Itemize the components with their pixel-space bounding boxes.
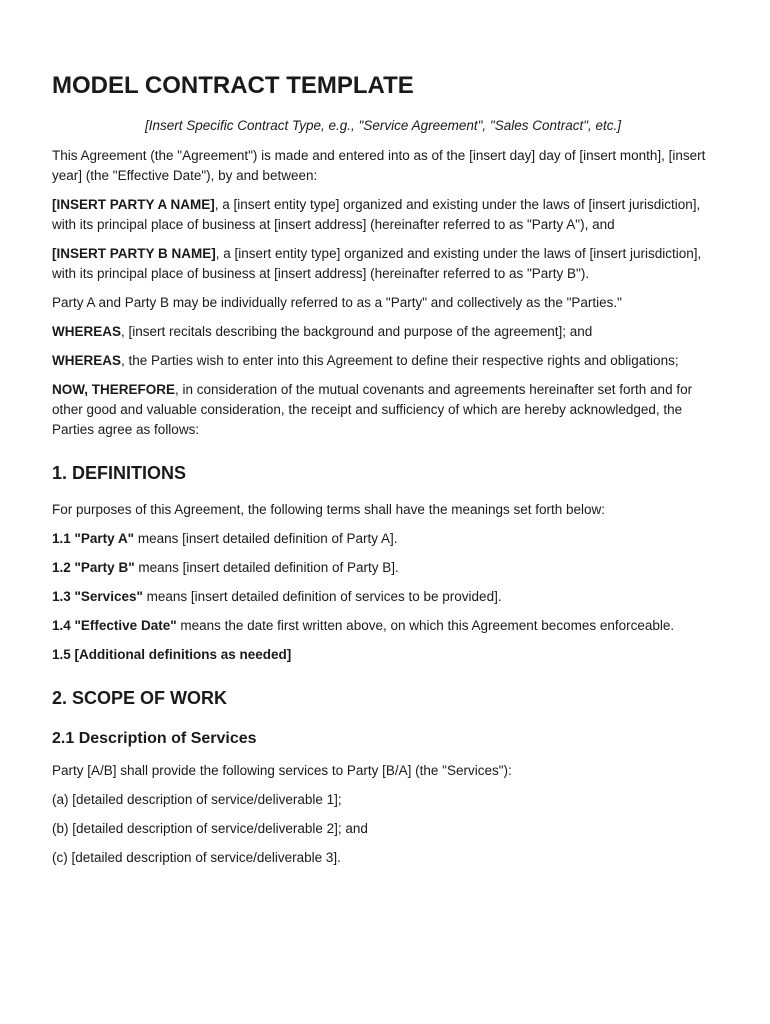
definition-term: 1.5 [Additional definitions as needed] bbox=[52, 647, 292, 662]
definition-text: means [insert detailed definition of services to be provided]. bbox=[142, 589, 502, 604]
party-a-text: , a [insert entity type] organized and existing under the laws of [insert jurisdiction], with its principal place of business at [insert address] (hereinafter referred to as "Party A"), and bbox=[52, 197, 701, 232]
definition-item bbox=[52, 529, 714, 549]
party-a-paragraph bbox=[52, 195, 714, 235]
party-b-text: , a [insert entity type] organized and existing under the laws of [insert jurisdiction], with its principal place of business at [insert address] (hereinafter referred to as "Party B"). bbox=[52, 246, 702, 281]
intro-paragraph: This Agreement (the "Agreement") is made and entered into as of the [insert day] day of [insert month], [insert year] (the "Effective Date"), by and between: bbox=[52, 148, 706, 183]
definition-term: 1.4 "Effective Date" bbox=[52, 618, 177, 633]
definitions-intro: For purposes of this Agreement, the following terms shall have the meanings set forth below: bbox=[52, 502, 606, 517]
document-title: MODEL CONTRACT TEMPLATE bbox=[52, 72, 414, 99]
scope-intro: Party [A/B] shall provide the following services to Party [B/A] (the "Services"): bbox=[52, 763, 512, 778]
whereas-2-paragraph bbox=[52, 351, 714, 371]
whereas-2-text: , the Parties wish to enter into this Agreement to define their respective rights and obligations; bbox=[121, 353, 679, 368]
now-therefore-lead: NOW, THEREFORE bbox=[52, 382, 176, 397]
whereas-2-lead: WHEREAS bbox=[52, 353, 122, 368]
scope-item: (a) [detailed description of service/deliverable 1]; bbox=[52, 792, 342, 807]
definitions-heading: 1. DEFINITIONS bbox=[52, 463, 187, 483]
definition-item bbox=[52, 587, 714, 607]
definition-item bbox=[52, 558, 714, 578]
scope-heading: 2. SCOPE OF WORK bbox=[52, 688, 228, 708]
party-a-name: [INSERT PARTY A NAME] bbox=[52, 197, 215, 212]
party-b-name: [INSERT PARTY B NAME] bbox=[52, 246, 216, 261]
definition-term: 1.1 "Party A" bbox=[52, 531, 135, 546]
definition-item bbox=[52, 645, 714, 665]
document-subtitle: [Insert Specific Contract Type, e.g., "Service Agreement", "Sales Contract", etc.] bbox=[144, 118, 622, 133]
definition-text: means [insert detailed definition of Party B]. bbox=[134, 560, 399, 575]
scope-subheading: 2.1 Description of Services bbox=[52, 730, 257, 747]
definition-item bbox=[52, 616, 714, 636]
now-therefore-paragraph bbox=[52, 380, 714, 440]
whereas-1-paragraph bbox=[52, 322, 714, 342]
whereas-1-text: , [insert recitals describing the background and purpose of the agreement]; and bbox=[121, 324, 593, 339]
scope-item: (b) [detailed description of service/deliverable 2]; and bbox=[52, 821, 368, 836]
definition-text: means [insert detailed definition of Party A]. bbox=[134, 531, 398, 546]
now-therefore-text: , in consideration of the mutual covenants and agreements hereinafter set forth and for other good and valuable consideration, the receipt and sufficiency of which are hereby acknowledged, the Parties agree as follows: bbox=[52, 382, 693, 437]
definition-text: means the date first written above, on which this Agreement becomes enforceable. bbox=[176, 618, 675, 633]
definition-term: 1.3 "Services" bbox=[52, 589, 143, 604]
scope-item: (c) [detailed description of service/deliverable 3]. bbox=[52, 850, 341, 865]
definition-term: 1.2 "Party B" bbox=[52, 560, 135, 575]
whereas-1-lead: WHEREAS bbox=[52, 324, 122, 339]
parties-collective-paragraph: Party A and Party B may be individually referred to as a "Party" and collectively as the "Parties." bbox=[52, 295, 622, 310]
party-b-paragraph bbox=[52, 244, 714, 284]
